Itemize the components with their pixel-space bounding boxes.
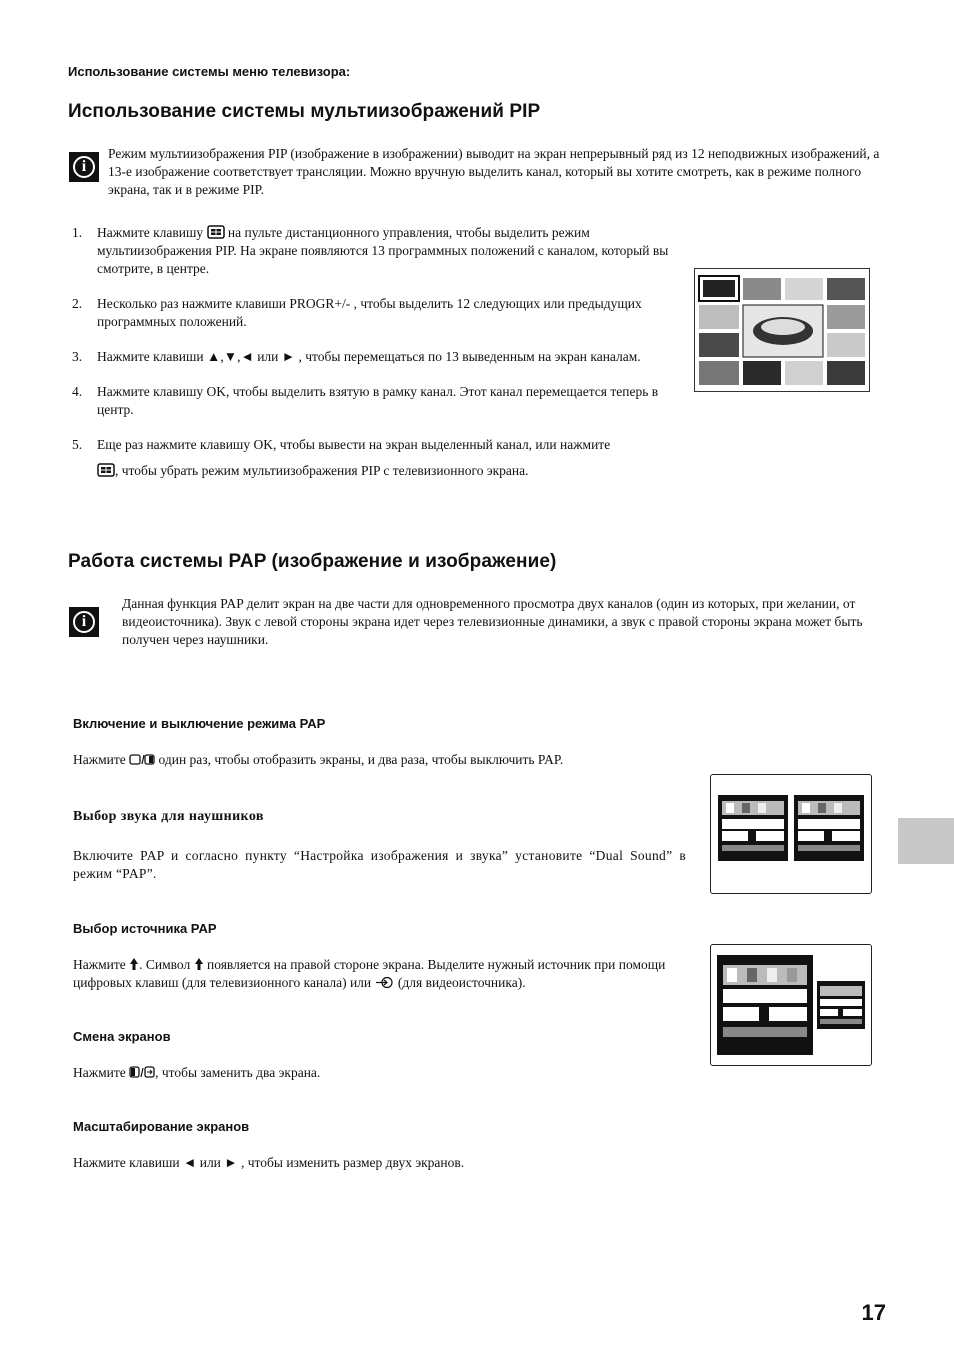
pip-thumbnails-grid <box>695 269 869 391</box>
pap-test-pattern-scaled <box>711 945 871 1065</box>
pap-sound-text: Включите PAP и согласно пункту “Настройка изображения и звука” установите “Dual Sound” в режим “PAP”. <box>73 848 686 881</box>
pap-swap-text: Нажмите , чтобы заменить два экрана. <box>73 1065 321 1080</box>
pip-info-text: Режим мультиизображения PIP (изображение в изображении) выводит на экран непрерывный ряд из 12 неподвижных изображений, а 13-е изображение соответствует трансляции. Можно вручную выделить канал, который вы хотите смотреть, как в режиме полного экрана, так и в режиме PIP. <box>108 146 880 197</box>
pap-toggle-icon <box>129 753 155 766</box>
arrow-up-icon <box>129 957 139 971</box>
video-input-icon <box>375 976 395 989</box>
pap-split-illustration <box>710 774 872 894</box>
section-thumb-tab <box>898 818 954 864</box>
page-number: 17 <box>861 1300 886 1325</box>
info-icon: i <box>69 152 99 182</box>
info-icon: i <box>69 607 99 637</box>
pap-toggle-text: Нажмите один раз, чтобы отобразить экраны, и два раза, чтобы выключить PAP. <box>73 752 564 767</box>
pap-swap-icon <box>129 1065 155 1079</box>
list-item: 5. Еще раз нажмите клавишу OK, чтобы вывести на экран выделенный канал, или нажмите , чтобы убрать режим мультиизображения PIP с телевизионного экрана. <box>72 437 611 478</box>
pap-test-pattern-pair <box>711 775 871 893</box>
pip-multi-image-illustration <box>694 268 870 392</box>
breadcrumb: Использование системы меню телевизора: <box>68 64 351 79</box>
pap-source-heading: Выбор источника PAP <box>73 921 217 936</box>
pip-section-title: Использование системы мультиизображений PIP <box>68 101 541 122</box>
pip-multi-icon <box>207 225 225 239</box>
list-item: 4. Нажмите клавишу OK, чтобы выделить взятую в рамку канал. Этот канал перемещается теперь в центр. <box>72 384 659 417</box>
pap-scale-heading: Масштабирование экранов <box>73 1119 250 1134</box>
pap-sound-heading: Выбор звука для наушников <box>73 809 264 824</box>
arrow-up-icon <box>194 957 204 971</box>
pap-scaled-illustration <box>710 944 872 1066</box>
list-item: 2. Несколько раз нажмите клавиши PROGR+/- , чтобы выделить 12 следующих или предыдущих программных положений. <box>72 296 642 329</box>
pap-scale-text: Нажмите клавиши ◄ или ► , чтобы изменить размер двух экранов. <box>73 1155 465 1170</box>
pip-steps-list <box>72 224 682 497</box>
list-item: 1. Нажмите клавишу на пульте дистанционного управления, чтобы выделить режим мультиизображения PIP. На экране появляются 13 программных положений с каналом, который вы смотрите, в центре. <box>72 225 669 276</box>
pap-swap-heading: Смена экранов <box>73 1029 171 1044</box>
pap-toggle-heading: Включение и выключение режима PAP <box>73 716 326 731</box>
pap-info-text: Данная функция PAP делит экран на две части для одновременного просмотра двух каналов (один из которых, при желании, от видеоисточника). Звук с левой стороны экрана идет через телевизионные динамики, а звук с правой стороны экрана может быть получен через наушники. <box>122 596 863 647</box>
pap-section-title: Работа системы PAP (изображение и изображение) <box>68 551 557 572</box>
pip-multi-icon <box>97 463 115 477</box>
pap-source-text: Нажмите . Символ появляется на правой стороне экрана. Выделите нужный источник при помощи цифровых клавиш (для телевизионного канала) или (для видеоисточника). <box>73 957 666 990</box>
list-item: 3. Нажмите клавиши ▲,▼,◄ или ► , чтобы перемещаться по 13 выведенным на экран каналам. <box>72 349 641 364</box>
